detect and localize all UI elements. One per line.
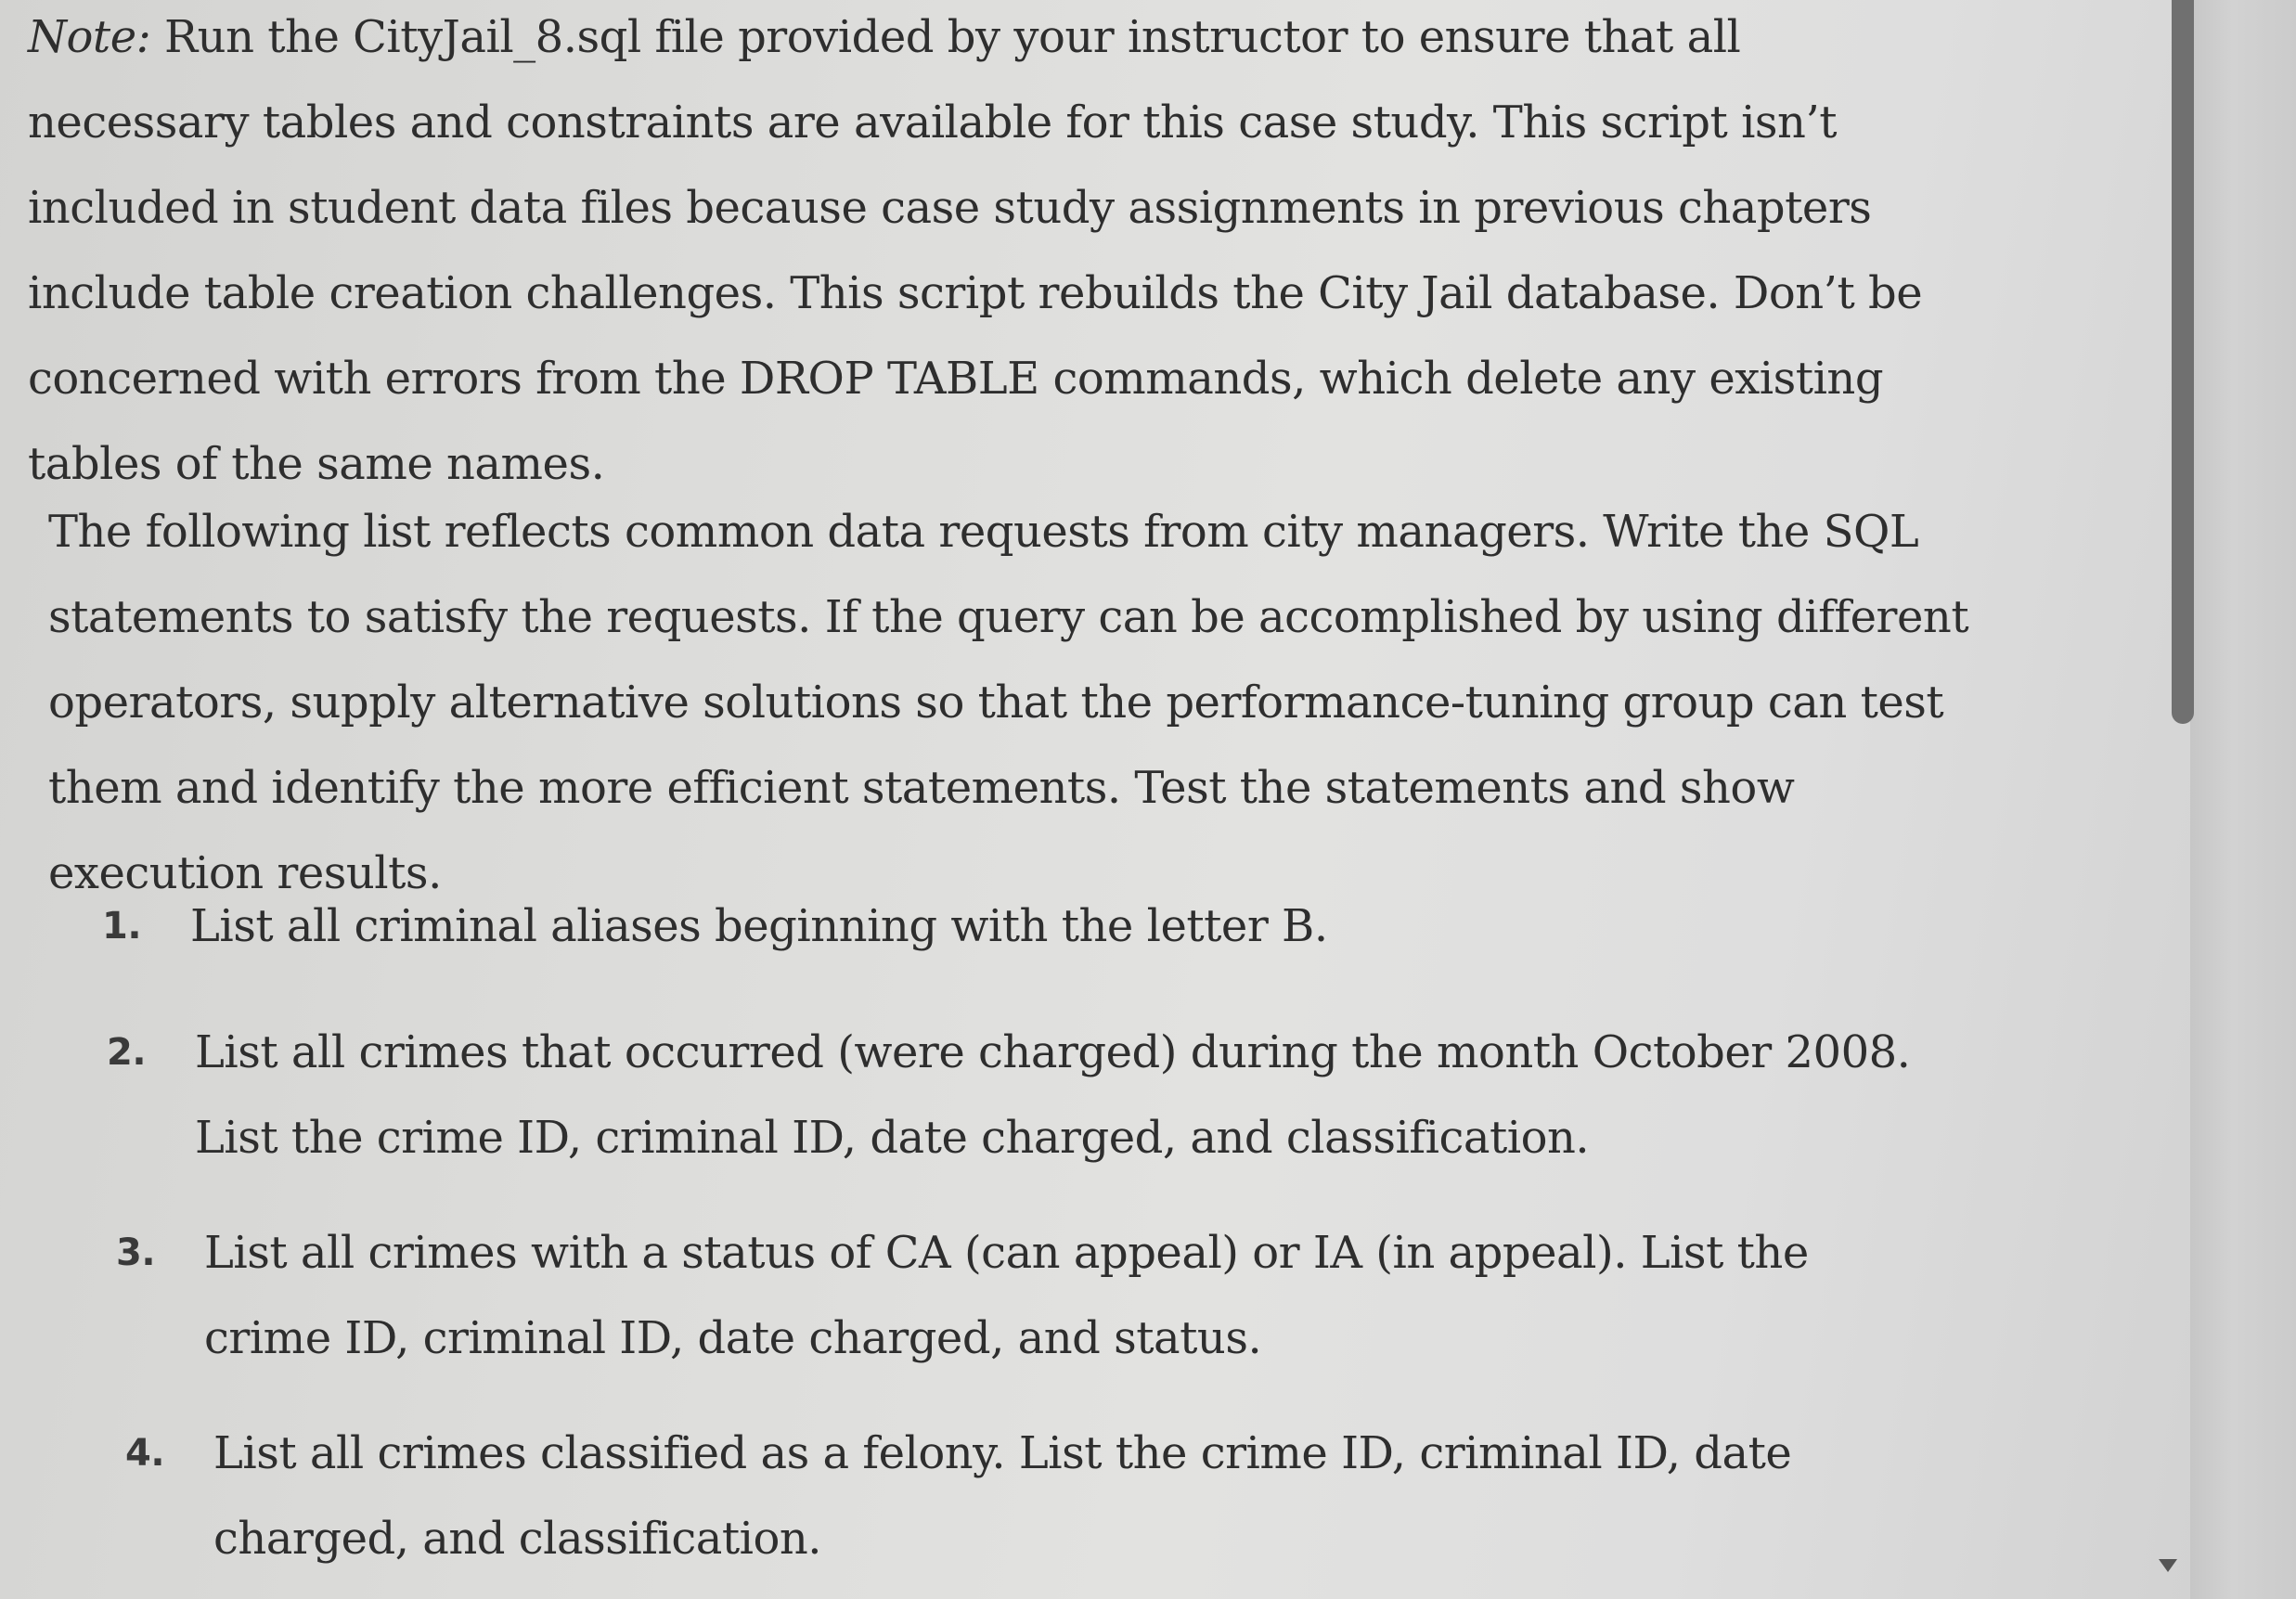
list-item-number: 1. xyxy=(102,905,142,948)
list-item-number: 4. xyxy=(125,1432,165,1475)
note-label: Note: xyxy=(28,11,151,63)
list-item-number: 3. xyxy=(116,1231,156,1274)
list-item-text: List all criminal aliases beginning with the letter B. xyxy=(190,900,1328,952)
list-item-text: List all crimes with a status of CA (can appeal) or IA (in appeal). List the crime ID, criminal ID, date charged, and status. xyxy=(204,1227,1809,1364)
list-item-text: List all crimes classified as a felony. List the crime ID, criminal ID, date charged, and classification. xyxy=(213,1427,1792,1565)
intro-paragraph: The following list reflects common data requests from city managers. Write the SQL statements to satisfy the requests. If the query can be accomplished by using different operators, supply alternative solutions so that the performance-tuning group can test them and identify the more efficient statements. Test the statements and show execution results. xyxy=(48,506,1969,899)
scrollbar-thumb[interactable] xyxy=(2172,0,2194,724)
scrollbar-track[interactable] xyxy=(2190,0,2296,1599)
triangle-down-icon[interactable] xyxy=(2159,1559,2177,1572)
note-paragraph xyxy=(28,0,1958,507)
list-item-text: List all crimes that occurred (were charged) during the month October 2008. List the crime ID, criminal ID, date charged, and classification. xyxy=(195,1026,1911,1164)
list-item-number: 2. xyxy=(107,1031,147,1074)
note-text: Run the CityJail_8.sql file provided by your instructor to ensure that all necessary tables and constraints are available for this case study. This script isn’t included in student data files because case study assignments in previous chapters include table creation challenges. This script rebuilds the City Jail database. Don’t be concerned with errors from the DROP TABLE commands, which delete any existing tables of the same names. xyxy=(28,11,1923,490)
